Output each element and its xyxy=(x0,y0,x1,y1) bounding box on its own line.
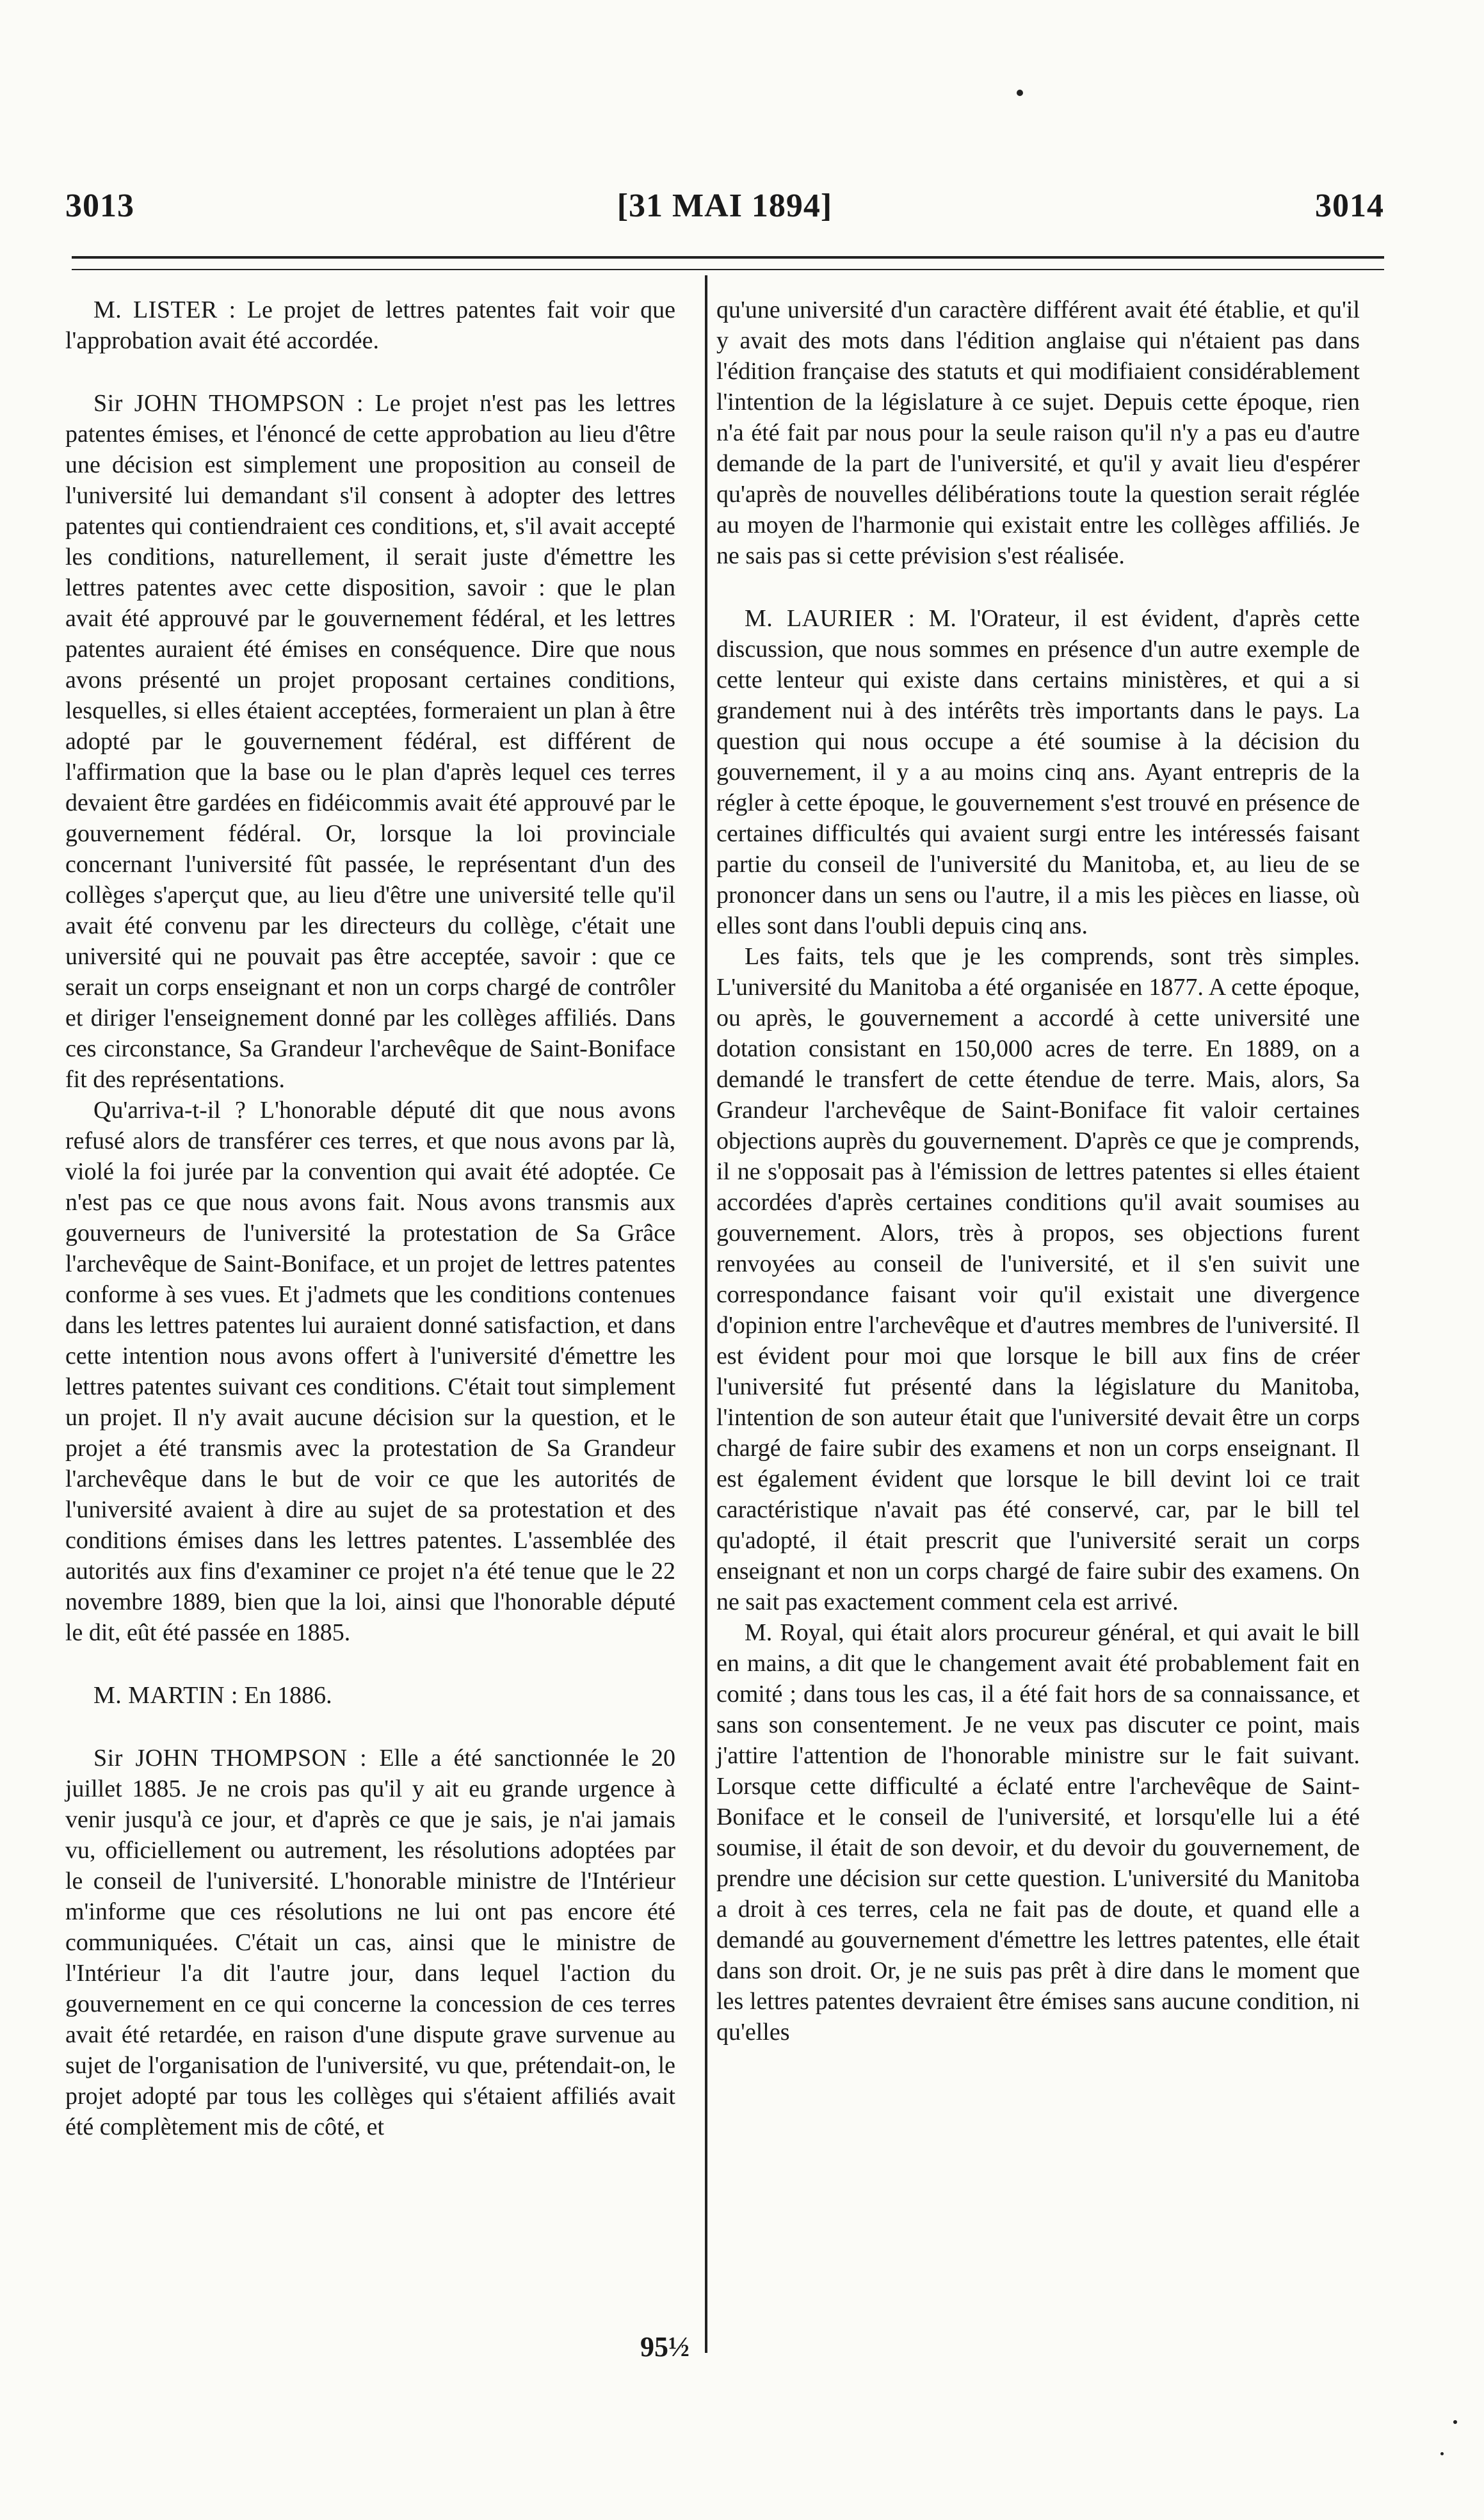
paragraph xyxy=(65,1680,675,1711)
speaker-name: M. LAURIER : xyxy=(745,605,915,632)
paragraph-text: Elle a été sanctionnée le 20 juillet 1885. Je ne crois pas qu'il y ait eu grande urgence à venir jusqu'à ce jour, et d'après ce que je sais, je n'ai jamais vu, officiellement ou autrement, les résolutions adoptées par le conseil de l'université. L'honorable ministre de l'Intérieur m'informe que ces résolutions ne lui ont pas encore été communiquées. C'était un cas, ainsi que le ministre de l'Intérieur l'a dit l'autre jour, dans lequel l'action du gouvernement en ce qui concerne la concession de ces terres avait été retardée, en raison d'une dispute grave survenue au sujet de l'organisation de l'université, vu que, prétendait-on, le projet adopté par tous les collèges qui s'étaient affiliés avait été complètement mis de côté, et xyxy=(65,1745,675,2140)
right-page-number: 3014 xyxy=(1315,188,1384,224)
paragraph-text: Qu'arriva-t-il ? L'honorable député dit que nous avons refusé alors de transférer ces terres, et que nous avons par là, violé la foi jurée par la convention qui avait été adoptée. Ce n'est pas ce que nous avons fait. Nous avons transmis aux gouverneurs de l'université la protestation de Sa Grâce l'archevêque de Saint-Boniface, et un projet de lettres patentes conforme à ses vues. Et j'admets que les conditions contenues dans les lettres patentes lui auraient donné satisfaction, et dans cette intention nous avons offert à l'université d'émettre les lettres patentes suivant ces conditions. C'était tout simplement un projet. Il n'y avait aucune décision sur la question, et le projet a été transmis avec la protestation de Sa Grandeur l'archevêque dans le but de voir ce que les autorités de l'université avaient à dire au sujet de sa protestation et des conditions émises dans les lettres patentes. L'assemblée des autorités aux fins d'examiner ce projet n'a été tenue que le 22 novembre 1889, bien que la loi, ainsi que l'honorable député le dit, eût été passée en 1885. xyxy=(65,1097,675,1646)
header-rule-thin xyxy=(72,269,1384,270)
speaker-name: Sir JOHN THOMPSON : xyxy=(93,390,364,417)
left-page-number: 3013 xyxy=(65,188,134,224)
paragraph-text: Les faits, tels que je les comprends, sont très simples. L'université du Manitoba a été organisée en 1877. A cette époque, ou après, le gouvernement a accordé à cette université une dotation consistant en 150,000 acres de terre. En 1889, on a demandé le transfert de cette étendue de terre. Mais, alors, Sa Grandeur l'archevêque de Saint-Boniface fit valoir certaines objections auprès du gouvernement. D'après ce que je comprends, il ne s'opposait pas à l'émission de lettres patentes si elles étaient accordées d'après certaines conditions qu'il avait soumises au gouvernement. Alors, très à propos, ses objections furent renvoyées au conseil de l'université, et il s'en suivit une correspondance faisant voir qu'il existait une divergence d'opinion entre l'archevêque et d'autres membres de l'université. Il est évident pour moi que lorsque le bill aux fins de créer l'université fut présenté dans la législature du Manitoba, l'intention de son auteur était que l'université devait être un corps chargé de faire subir des examens et non un corps enseignant. Il est également évident que lorsque le bill devint loi ce trait caractéristique n'avait pas été conservé, car, par le bill tel qu'adopté, il était prescrit que l'université serait un corps enseignant et non un corps chargé de faire subir des examens. On ne sait pas exactement comment cela est arrivé. xyxy=(716,943,1360,1615)
header-rule-thick xyxy=(72,256,1384,259)
paragraph-text: Le projet de lettres patentes fait voir que l'approbation avait été accordée. xyxy=(65,296,675,354)
left-column xyxy=(65,295,675,2142)
folio-number: 95½ xyxy=(640,2331,690,2362)
ink-speck xyxy=(1017,90,1023,96)
paragraph-text: Le projet n'est pas les lettres patentes émises, et l'énoncé de cette approbation au lieu d'être une décision est simplement une proposition au conseil de l'université lui demandant s'il consent à adopter des lettres patentes qui contiendraient ces conditions, et, s'il avait accepté les conditions, naturellement, il serait juste d'émettre les lettres patentes avec cette disposition, savoir : que le plan avait été approuvé par le gouvernement fédéral, et les lettres patentes auraient été émises en conséquence. Dire que nous avons présenté un projet proposant certaines conditions, lesquelles, si elles étaient acceptées, formeraient un plan à être adopté par le gouvernement fédéral, est différent de l'affirmation que la base ou le plan d'après lequel ces terres devaient être gardées en fidéicommis avait été approuvé par le gouvernement fédéral. Or, lorsque la loi provinciale concernant l'université fût passée, le représentant d'un des collèges s'aperçut que, au lieu d'être une université telle qu'il avait été convenu par les directeurs du collège, c'était une université qui ne pouvait pas être acceptée, savoir : que ce serait un corps enseignant et non un corps chargé de contrôler et diriger l'enseignement donné par les collèges affiliés. Dans ces circonstance, Sa Grandeur l'archevêque de Saint-Boniface fit des représentations. xyxy=(65,390,675,1093)
paragraph-text: M. l'Orateur, il est évident, d'après cette discussion, que nous sommes en présence d'un autre exemple de cette lenteur qui existe dans certains ministères, et qui a si grandement nui à des intérêts très importants dans le pays. La question qui nous occupe a été soumise à la décision du gouvernement, il y a au moins cinq ans. Ayant entrepris de la régler à cette époque, le gouvernement s'est trouvé en présence de certaines difficultés qui avaient surgi entre les intéressés faisant partie du conseil de l'université du Manitoba, et, au lieu de se prononcer dans un sens ou l'autre, il a mis les pièces en liasse, où elles sont dans l'oubli depuis cinq ans. xyxy=(716,605,1360,939)
paragraph-text: En 1886. xyxy=(244,1682,332,1709)
paragraph xyxy=(716,603,1360,941)
right-column xyxy=(716,295,1360,2048)
paragraph xyxy=(65,1743,675,2142)
ink-speck xyxy=(1440,2452,1444,2455)
speaker-name: Sir JOHN THOMPSON : xyxy=(93,1745,367,1772)
column-divider xyxy=(705,275,707,2353)
ink-speck xyxy=(1453,2420,1457,2424)
page-header xyxy=(65,187,1384,232)
paragraph-text: M. Royal, qui était alors procureur général, et qui avait le bill en mains, a dit que le changement avait été probablement fait en comité ; dans tous les cas, il a été fait hors de sa connaissance, et sans son consentement. Je ne veux pas discuter ce point, mais j'attire l'attention de l'honorable ministre sur le fait suivant. Lorsque cette difficulté a éclaté entre l'archevêque de Saint-Boniface et le conseil de l'université, et lorsqu'elle lui a été soumise, il était de son devoir, et du devoir du gouvernement, de prendre une décision sur cette question. L'université du Manitoba a droit à ces terres, cela ne fait pas de doute, et quand elle a demandé au gouvernement d'émettre les lettres patentes, elle était dans son droit. Or, je ne suis pas prêt à dire dans le moment que les lettres patentes devraient être émises sans aucune condition, ni qu'elles xyxy=(716,1619,1360,2046)
paragraph xyxy=(716,295,1360,571)
paragraph xyxy=(716,941,1360,1617)
paragraph xyxy=(65,1095,675,1648)
paragraph xyxy=(716,1617,1360,2048)
header-date: [31 MAI 1894] xyxy=(617,188,833,224)
paragraph-text: qu'une université d'un caractère différent avait été établie, et qu'il y avait des mots dans l'édition anglaise qui n'étaient pas dans l'édition française des statuts et qui modifiaient considérablement l'intention de la législature à ce sujet. Depuis cette époque, rien n'a été fait par nous pour la seule raison qu'il n'y a pas eu d'autre demande de la part de l'université, et qu'il y avait lieu d'espérer qu'après de nouvelles délibérations toute la question serait réglée au moyen de l'harmonie qui existait entre les collèges affiliés. Je ne sais pas si cette prévision s'est réalisée. xyxy=(716,296,1360,569)
speaker-name: M. LISTER : xyxy=(93,296,236,323)
paragraph xyxy=(65,295,675,356)
speaker-name: M. MARTIN : xyxy=(93,1682,238,1709)
paragraph xyxy=(65,388,675,1095)
